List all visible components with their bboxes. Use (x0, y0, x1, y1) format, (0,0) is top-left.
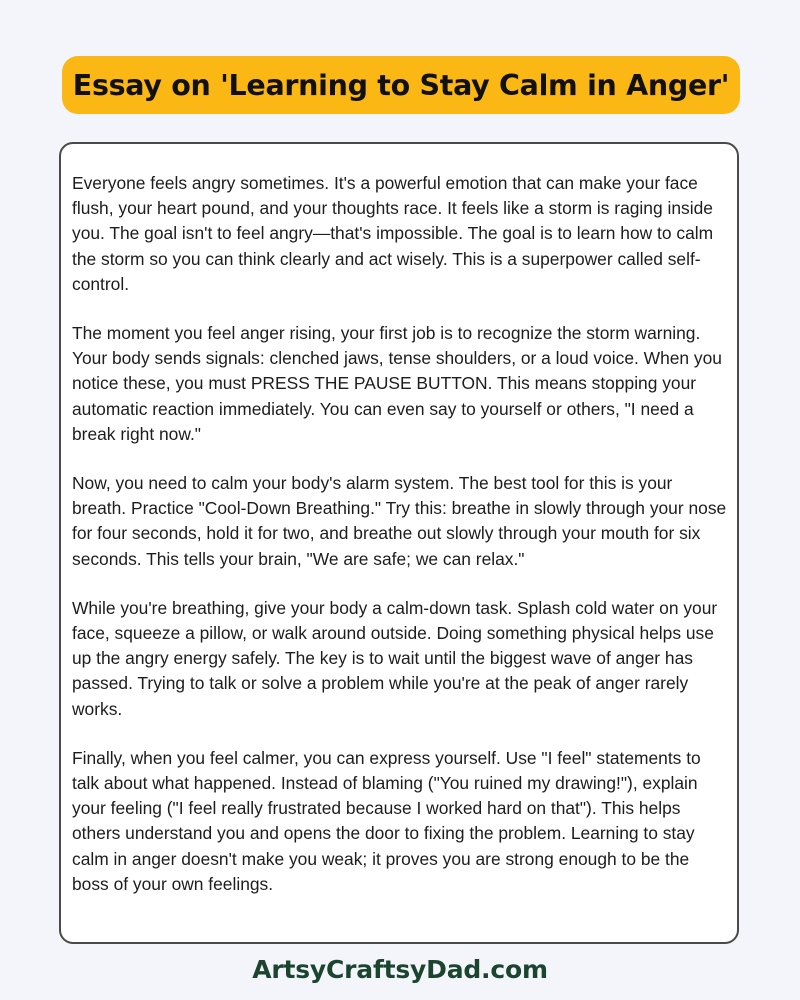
essay-card (59, 142, 739, 944)
essay-paragraph-1: Everyone feels angry sometimes. It's a powerful emotion that can make your face flush, your heart pound, and your thoughts race. It feels like a storm is raging inside you. The goal isn't to feel angry—that's impossible. The goal is to learn how to calm the storm so you can think clearly and act wisely. This is a superpower called self-control. (72, 173, 714, 294)
essay-paragraph-3: Now, you need to calm your body's alarm system. The best tool for this is your breath. Practice "Cool-Down Breathing." Try this: breathe in slowly through your nose for four seconds, hold it for two, and breathe out slowly through your mouth for six seconds. This tells your brain, "We are safe; we can relax." (72, 473, 727, 569)
title-banner (62, 56, 740, 114)
essay-paragraph-4: While you're breathing, give your body a calm-down task. Splash cold water on your face, squeeze a pillow, or walk around outside. Doing something physical helps use up the angry energy safely. The key is to wait until the biggest wave of anger has passed. Trying to talk or solve a problem while you're at the peak of anger rarely works. (72, 597, 718, 719)
essay-paragraph-2: The moment you feel anger rising, your first job is to recognize the storm warning. Your body sends signals: clenched jaws, tense shoulders, or a loud voice. When you notice these, you must PRESS THE PAUSE BUTTON. This means stopping your automatic reaction immediately. You can even say to yourself or others, "I need a break right now." (72, 323, 722, 444)
footer-website: ArtsyCraftsyDad.com (252, 955, 548, 984)
page-title: Essay on 'Learning to Stay Calm in Anger' (72, 68, 730, 102)
essay-paragraph-5: Finally, when you feel calmer, you can express yourself. Use "I feel" statements to talk about what happened. Instead of blaming ("You ruined my drawing!"), explain your feeling ("I feel really frustrated because I worked hard on that"). This helps others understand you and opens the door to fixing the problem. Learning to stay calm in anger doesn't make you weak; it proves you are strong enough to be the boss of your own feelings. (72, 747, 701, 894)
